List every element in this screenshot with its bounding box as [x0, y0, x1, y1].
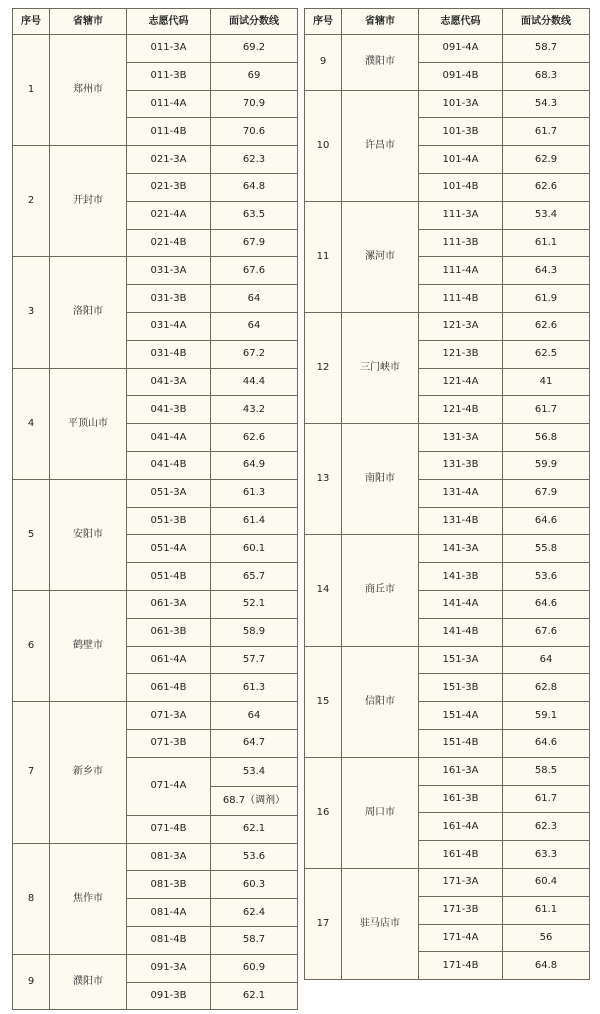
choice-code: 041-3A [127, 368, 211, 396]
interview-score: 62.3 [211, 146, 298, 174]
choice-code: 081-4A [127, 899, 211, 927]
choice-code: 031-4B [127, 340, 211, 368]
table-row [305, 312, 590, 340]
interview-score: 64.6 [503, 507, 590, 535]
table-row [305, 424, 590, 452]
table-row [305, 90, 590, 118]
city-name: 平顶山市 [50, 368, 127, 479]
header-score: 面试分数线 [211, 9, 298, 35]
city-name: 漯河市 [342, 201, 419, 312]
interview-score: 53.4 [503, 201, 590, 229]
city-name: 安阳市 [50, 479, 127, 590]
table-row [13, 35, 298, 63]
interview-score: 41 [503, 368, 590, 396]
choice-code: 051-4B [127, 563, 211, 591]
interview-score: 56 [503, 924, 590, 952]
header-code: 志愿代码 [127, 9, 211, 35]
interview-score: 67.9 [503, 479, 590, 507]
interview-score: 64.8 [503, 952, 590, 980]
choice-code: 041-3B [127, 396, 211, 424]
header-city: 省辖市 [50, 9, 127, 35]
interview-score: 61.7 [503, 785, 590, 813]
header-no: 序号 [305, 9, 342, 35]
city-name: 周口市 [342, 757, 419, 868]
choice-code: 061-4A [127, 646, 211, 674]
choice-code: 071-4A [127, 757, 211, 815]
interview-score: 61.9 [503, 285, 590, 313]
choice-code: 011-3B [127, 62, 211, 90]
choice-code: 051-4A [127, 535, 211, 563]
choice-code: 171-4A [419, 924, 503, 952]
interview-score: 60.1 [211, 535, 298, 563]
choice-code: 111-3B [419, 229, 503, 257]
interview-score: 58.7 [503, 35, 590, 63]
interview-score: 62.6 [211, 424, 298, 452]
choice-code: 021-4B [127, 229, 211, 257]
choice-code: 061-3A [127, 590, 211, 618]
choice-code: 121-4B [419, 396, 503, 424]
choice-code: 091-3A [127, 954, 211, 982]
table-row [13, 843, 298, 871]
table-row [305, 201, 590, 229]
header-score: 面试分数线 [503, 9, 590, 35]
interview-score: 58.5 [503, 757, 590, 785]
choice-code: 161-3B [419, 785, 503, 813]
choice-code: 141-3A [419, 535, 503, 563]
interview-score: 64 [211, 702, 298, 730]
table-row [13, 590, 298, 618]
row-number: 8 [13, 843, 50, 954]
interview-score: 70.9 [211, 90, 298, 118]
choice-code: 071-3A [127, 702, 211, 730]
choice-code: 151-3A [419, 646, 503, 674]
interview-score: 62.6 [503, 173, 590, 201]
city-name: 三门峡市 [342, 312, 419, 423]
interview-score: 65.7 [211, 563, 298, 591]
choice-code: 111-4A [419, 257, 503, 285]
row-number: 13 [305, 424, 342, 535]
row-number: 2 [13, 146, 50, 257]
choice-code: 121-4A [419, 368, 503, 396]
city-name: 鹤壁市 [50, 590, 127, 701]
choice-code: 111-4B [419, 285, 503, 313]
choice-code: 081-4B [127, 926, 211, 954]
choice-code: 161-4B [419, 841, 503, 869]
choice-code: 141-4A [419, 590, 503, 618]
city-name: 商丘市 [342, 535, 419, 646]
choice-code: 071-3B [127, 729, 211, 757]
choice-code: 111-3A [419, 201, 503, 229]
interview-score: 69 [211, 62, 298, 90]
choice-code: 151-3B [419, 674, 503, 702]
interview-score: 63.3 [503, 841, 590, 869]
choice-code: 011-3A [127, 35, 211, 63]
city-name: 焦作市 [50, 843, 127, 954]
choice-code: 061-3B [127, 618, 211, 646]
interview-score: 61.1 [503, 896, 590, 924]
city-name: 开封市 [50, 146, 127, 257]
interview-score: 53.4 [211, 757, 298, 786]
city-name: 濮阳市 [50, 954, 127, 1010]
row-number: 7 [13, 702, 50, 843]
score-table-left [12, 8, 298, 1010]
city-name: 南阳市 [342, 424, 419, 535]
interview-score: 68.3 [503, 62, 590, 90]
choice-code: 101-3A [419, 90, 503, 118]
choice-code: 131-4A [419, 479, 503, 507]
table-row [13, 954, 298, 982]
choice-code: 141-3B [419, 563, 503, 591]
interview-score: 62.3 [503, 813, 590, 841]
choice-code: 121-3B [419, 340, 503, 368]
interview-score: 64.8 [211, 173, 298, 201]
row-number: 3 [13, 257, 50, 368]
interview-score: 58.7 [211, 926, 298, 954]
choice-code: 171-4B [419, 952, 503, 980]
row-number: 5 [13, 479, 50, 590]
table-row [305, 868, 590, 896]
interview-score: 61.3 [211, 479, 298, 507]
interview-score: 59.1 [503, 702, 590, 730]
choice-code: 041-4A [127, 424, 211, 452]
score-table-right [304, 8, 590, 980]
row-number: 17 [305, 868, 342, 979]
table-row [305, 535, 590, 563]
table-row [305, 35, 590, 63]
row-number: 11 [305, 201, 342, 312]
interview-score: 52.1 [211, 590, 298, 618]
interview-score: 64 [503, 646, 590, 674]
interview-score: 53.6 [211, 843, 298, 871]
table-row [13, 146, 298, 174]
interview-score: 64 [211, 285, 298, 313]
choice-code: 131-4B [419, 507, 503, 535]
table-row [305, 757, 590, 785]
interview-score: 60.4 [503, 868, 590, 896]
interview-score: 68.7（调剂） [211, 786, 298, 815]
choice-code: 131-3B [419, 451, 503, 479]
header-row [305, 9, 590, 35]
interview-score: 62.8 [503, 674, 590, 702]
choice-code: 171-3B [419, 896, 503, 924]
city-name: 驻马店市 [342, 868, 419, 979]
interview-score: 67.6 [211, 257, 298, 285]
city-name: 郑州市 [50, 35, 127, 146]
choice-code: 031-3B [127, 285, 211, 313]
interview-score: 64 [211, 312, 298, 340]
city-name: 洛阳市 [50, 257, 127, 368]
choice-code: 021-3A [127, 146, 211, 174]
interview-score: 44.4 [211, 368, 298, 396]
choice-code: 101-3B [419, 118, 503, 146]
choice-code: 011-4B [127, 118, 211, 146]
choice-code: 101-4B [419, 173, 503, 201]
interview-score: 64.9 [211, 451, 298, 479]
choice-code: 141-4B [419, 618, 503, 646]
header-no: 序号 [13, 9, 50, 35]
interview-score: 63.5 [211, 201, 298, 229]
city-name: 许昌市 [342, 90, 419, 201]
interview-score: 59.9 [503, 451, 590, 479]
row-number: 1 [13, 35, 50, 146]
table-row [305, 646, 590, 674]
interview-score: 55.8 [503, 535, 590, 563]
interview-score: 61.1 [503, 229, 590, 257]
city-name: 信阳市 [342, 646, 419, 757]
choice-code: 131-3A [419, 424, 503, 452]
interview-score: 61.4 [211, 507, 298, 535]
choice-code: 051-3A [127, 479, 211, 507]
header-row [13, 9, 298, 35]
choice-code: 161-3A [419, 757, 503, 785]
choice-code: 081-3B [127, 871, 211, 899]
interview-score: 64.6 [503, 729, 590, 757]
choice-code: 031-4A [127, 312, 211, 340]
city-name: 濮阳市 [342, 35, 419, 91]
choice-code: 121-3A [419, 312, 503, 340]
choice-code: 041-4B [127, 451, 211, 479]
choice-code: 101-4A [419, 146, 503, 174]
row-number: 6 [13, 590, 50, 701]
interview-score: 64.6 [503, 590, 590, 618]
interview-score: 70.6 [211, 118, 298, 146]
interview-score: 54.3 [503, 90, 590, 118]
choice-code: 161-4A [419, 813, 503, 841]
interview-score: 53.6 [503, 563, 590, 591]
row-number: 12 [305, 312, 342, 423]
interview-score: 60.9 [211, 954, 298, 982]
table-row [13, 257, 298, 285]
choice-code: 091-4B [419, 62, 503, 90]
row-number: 15 [305, 646, 342, 757]
choice-code: 091-3B [127, 982, 211, 1010]
choice-code: 081-3A [127, 843, 211, 871]
table-row [13, 702, 298, 730]
interview-score: 61.7 [503, 118, 590, 146]
interview-score: 64.3 [503, 257, 590, 285]
header-city: 省辖市 [342, 9, 419, 35]
interview-score: 69.2 [211, 35, 298, 63]
interview-score: 62.5 [503, 340, 590, 368]
choice-code: 051-3B [127, 507, 211, 535]
interview-score: 57.7 [211, 646, 298, 674]
interview-score: 43.2 [211, 396, 298, 424]
row-number: 14 [305, 535, 342, 646]
city-name: 新乡市 [50, 702, 127, 843]
interview-score: 64.7 [211, 729, 298, 757]
row-number: 4 [13, 368, 50, 479]
choice-code: 011-4A [127, 90, 211, 118]
choice-code: 031-3A [127, 257, 211, 285]
table-row [13, 479, 298, 507]
row-number: 16 [305, 757, 342, 868]
choice-code: 171-3A [419, 868, 503, 896]
choice-code: 071-4B [127, 815, 211, 843]
header-code: 志愿代码 [419, 9, 503, 35]
choice-code: 151-4A [419, 702, 503, 730]
choice-code: 021-4A [127, 201, 211, 229]
interview-score: 62.9 [503, 146, 590, 174]
choice-code: 151-4B [419, 729, 503, 757]
row-number: 10 [305, 90, 342, 201]
interview-score: 62.1 [211, 982, 298, 1010]
interview-score: 58.9 [211, 618, 298, 646]
interview-score: 56.8 [503, 424, 590, 452]
interview-score: 62.1 [211, 815, 298, 843]
interview-score: 62.6 [503, 312, 590, 340]
interview-score: 60.3 [211, 871, 298, 899]
choice-code: 061-4B [127, 674, 211, 702]
interview-score: 67.2 [211, 340, 298, 368]
interview-score: 61.3 [211, 674, 298, 702]
table-row [13, 368, 298, 396]
row-number: 9 [305, 35, 342, 91]
interview-score: 67.6 [503, 618, 590, 646]
row-number: 9 [13, 954, 50, 1010]
interview-score: 61.7 [503, 396, 590, 424]
interview-score: 62.4 [211, 899, 298, 927]
choice-code: 091-4A [419, 35, 503, 63]
interview-score: 67.9 [211, 229, 298, 257]
choice-code: 021-3B [127, 173, 211, 201]
